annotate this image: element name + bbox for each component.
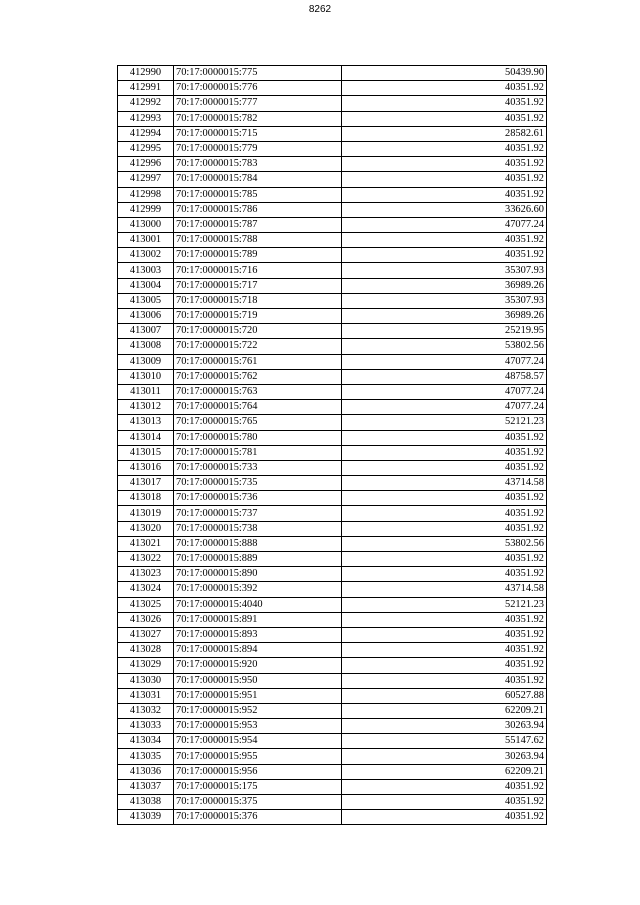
cadastral-value-table (117, 65, 547, 825)
table-row (118, 643, 547, 658)
row-id-cell: 413001 (118, 233, 174, 248)
page-number: 8262 (308, 4, 332, 15)
cadastral-number-cell: 70:17:0000015:781 (174, 445, 342, 460)
row-id-cell: 413012 (118, 400, 174, 415)
value-cell: 40351.92 (342, 612, 547, 627)
value-cell: 36989.26 (342, 309, 547, 324)
row-id-cell: 413011 (118, 384, 174, 399)
table-row (118, 597, 547, 612)
row-id-cell: 412991 (118, 81, 174, 96)
value-cell: 40351.92 (342, 779, 547, 794)
value-cell: 55147.62 (342, 734, 547, 749)
row-id-cell: 413031 (118, 688, 174, 703)
row-id-cell: 413015 (118, 445, 174, 460)
cadastral-number-cell: 70:17:0000015:951 (174, 688, 342, 703)
row-id-cell: 413008 (118, 339, 174, 354)
value-cell: 40351.92 (342, 795, 547, 810)
value-cell: 40351.92 (342, 627, 547, 642)
value-cell: 40351.92 (342, 460, 547, 475)
cadastral-number-cell: 70:17:0000015:783 (174, 157, 342, 172)
row-id-cell: 413024 (118, 582, 174, 597)
value-cell: 47077.24 (342, 384, 547, 399)
cadastral-number-cell: 70:17:0000015:737 (174, 506, 342, 521)
row-id-cell: 413028 (118, 643, 174, 658)
value-cell: 36989.26 (342, 278, 547, 293)
row-id-cell: 412993 (118, 111, 174, 126)
cadastral-number-cell: 70:17:0000015:785 (174, 187, 342, 202)
row-id-cell: 413000 (118, 217, 174, 232)
cadastral-number-cell: 70:17:0000015:716 (174, 263, 342, 278)
table-row (118, 810, 547, 825)
value-cell: 53802.56 (342, 536, 547, 551)
row-id-cell: 412996 (118, 157, 174, 172)
value-cell: 60527.88 (342, 688, 547, 703)
table-row (118, 339, 547, 354)
cadastral-number-cell: 70:17:0000015:720 (174, 324, 342, 339)
cadastral-number-cell: 70:17:0000015:950 (174, 673, 342, 688)
cadastral-number-cell: 70:17:0000015:953 (174, 719, 342, 734)
table-row (118, 81, 547, 96)
row-id-cell: 412990 (118, 66, 174, 81)
table-row (118, 612, 547, 627)
table-row (118, 309, 547, 324)
row-id-cell: 413002 (118, 248, 174, 263)
table-row (118, 430, 547, 445)
row-id-cell: 413025 (118, 597, 174, 612)
cadastral-number-cell: 70:17:0000015:375 (174, 795, 342, 810)
table-row (118, 491, 547, 506)
value-cell: 62209.21 (342, 764, 547, 779)
cadastral-number-cell: 70:17:0000015:894 (174, 643, 342, 658)
row-id-cell: 413016 (118, 460, 174, 475)
table-row (118, 445, 547, 460)
table-row (118, 369, 547, 384)
value-cell: 40351.92 (342, 552, 547, 567)
table-row (118, 734, 547, 749)
cadastral-number-cell: 70:17:0000015:779 (174, 141, 342, 156)
row-id-cell: 413019 (118, 506, 174, 521)
cadastral-number-cell: 70:17:0000015:733 (174, 460, 342, 475)
table-row (118, 460, 547, 475)
table-body (118, 66, 547, 825)
cadastral-number-cell: 70:17:0000015:762 (174, 369, 342, 384)
row-id-cell: 412997 (118, 172, 174, 187)
table-row (118, 688, 547, 703)
table-row (118, 400, 547, 415)
cadastral-number-cell: 70:17:0000015:786 (174, 202, 342, 217)
value-cell: 35307.93 (342, 293, 547, 308)
cadastral-number-cell: 70:17:0000015:888 (174, 536, 342, 551)
cadastral-number-cell: 70:17:0000015:893 (174, 627, 342, 642)
value-cell: 33626.60 (342, 202, 547, 217)
cadastral-number-cell: 70:17:0000015:775 (174, 66, 342, 81)
table-row (118, 111, 547, 126)
cadastral-number-cell: 70:17:0000015:392 (174, 582, 342, 597)
value-cell: 28582.61 (342, 126, 547, 141)
value-cell: 40351.92 (342, 491, 547, 506)
row-id-cell: 413034 (118, 734, 174, 749)
cadastral-number-cell: 70:17:0000015:955 (174, 749, 342, 764)
cadastral-number-cell: 70:17:0000015:780 (174, 430, 342, 445)
table-row (118, 278, 547, 293)
row-id-cell: 412999 (118, 202, 174, 217)
row-id-cell: 412992 (118, 96, 174, 111)
table-row (118, 66, 547, 81)
value-cell: 30263.94 (342, 719, 547, 734)
row-id-cell: 413030 (118, 673, 174, 688)
value-cell: 40351.92 (342, 521, 547, 536)
cadastral-number-cell: 70:17:0000015:777 (174, 96, 342, 111)
row-id-cell: 413004 (118, 278, 174, 293)
table-row (118, 141, 547, 156)
cadastral-number-cell: 70:17:0000015:722 (174, 339, 342, 354)
row-id-cell: 413039 (118, 810, 174, 825)
value-cell: 25219.95 (342, 324, 547, 339)
row-id-cell: 412995 (118, 141, 174, 156)
cadastral-number-cell: 70:17:0000015:952 (174, 703, 342, 718)
value-cell: 47077.24 (342, 217, 547, 232)
value-cell: 52121.23 (342, 415, 547, 430)
value-cell: 40351.92 (342, 673, 547, 688)
cadastral-number-cell: 70:17:0000015:890 (174, 567, 342, 582)
value-cell: 48758.57 (342, 369, 547, 384)
cadastral-number-cell: 70:17:0000015:956 (174, 764, 342, 779)
value-cell: 40351.92 (342, 141, 547, 156)
table-row (118, 263, 547, 278)
table-row (118, 324, 547, 339)
row-id-cell: 413029 (118, 658, 174, 673)
value-cell: 40351.92 (342, 567, 547, 582)
table-row (118, 779, 547, 794)
cadastral-number-cell: 70:17:0000015:736 (174, 491, 342, 506)
table-row (118, 703, 547, 718)
cadastral-number-cell: 70:17:0000015:738 (174, 521, 342, 536)
row-id-cell: 413013 (118, 415, 174, 430)
row-id-cell: 413021 (118, 536, 174, 551)
table-row (118, 476, 547, 491)
cadastral-number-cell: 70:17:0000015:4040 (174, 597, 342, 612)
table-row (118, 536, 547, 551)
value-cell: 40351.92 (342, 157, 547, 172)
cadastral-number-cell: 70:17:0000015:920 (174, 658, 342, 673)
value-cell: 40351.92 (342, 111, 547, 126)
row-id-cell: 413014 (118, 430, 174, 445)
row-id-cell: 413037 (118, 779, 174, 794)
cadastral-number-cell: 70:17:0000015:789 (174, 248, 342, 263)
value-cell: 35307.93 (342, 263, 547, 278)
cadastral-number-cell: 70:17:0000015:376 (174, 810, 342, 825)
cadastral-number-cell: 70:17:0000015:891 (174, 612, 342, 627)
value-cell: 47077.24 (342, 354, 547, 369)
value-cell: 40351.92 (342, 445, 547, 460)
table-row (118, 582, 547, 597)
table-row (118, 217, 547, 232)
table-row (118, 627, 547, 642)
cadastral-number-cell: 70:17:0000015:764 (174, 400, 342, 415)
table-row (118, 764, 547, 779)
table-row (118, 233, 547, 248)
value-cell: 50439.90 (342, 66, 547, 81)
value-cell: 43714.58 (342, 582, 547, 597)
value-cell: 43714.58 (342, 476, 547, 491)
value-cell: 40351.92 (342, 643, 547, 658)
row-id-cell: 413026 (118, 612, 174, 627)
cadastral-number-cell: 70:17:0000015:735 (174, 476, 342, 491)
value-cell: 40351.92 (342, 810, 547, 825)
table-row (118, 719, 547, 734)
value-cell: 40351.92 (342, 172, 547, 187)
row-id-cell: 413038 (118, 795, 174, 810)
row-id-cell: 413017 (118, 476, 174, 491)
table-row (118, 157, 547, 172)
cadastral-number-cell: 70:17:0000015:763 (174, 384, 342, 399)
row-id-cell: 413036 (118, 764, 174, 779)
value-cell: 40351.92 (342, 96, 547, 111)
cadastral-number-cell: 70:17:0000015:788 (174, 233, 342, 248)
row-id-cell: 413003 (118, 263, 174, 278)
table-row (118, 552, 547, 567)
row-id-cell: 413006 (118, 309, 174, 324)
row-id-cell: 412998 (118, 187, 174, 202)
row-id-cell: 413005 (118, 293, 174, 308)
table-row (118, 795, 547, 810)
value-cell: 53802.56 (342, 339, 547, 354)
row-id-cell: 413009 (118, 354, 174, 369)
table-row (118, 293, 547, 308)
cadastral-number-cell: 70:17:0000015:761 (174, 354, 342, 369)
table-row (118, 567, 547, 582)
row-id-cell: 413033 (118, 719, 174, 734)
table-row (118, 126, 547, 141)
value-cell: 62209.21 (342, 703, 547, 718)
table-row (118, 521, 547, 536)
table-row (118, 187, 547, 202)
value-cell: 40351.92 (342, 187, 547, 202)
table-row (118, 172, 547, 187)
value-cell: 52121.23 (342, 597, 547, 612)
value-cell: 47077.24 (342, 400, 547, 415)
cadastral-number-cell: 70:17:0000015:787 (174, 217, 342, 232)
table-row (118, 354, 547, 369)
value-cell: 40351.92 (342, 233, 547, 248)
table-row (118, 248, 547, 263)
row-id-cell: 413018 (118, 491, 174, 506)
value-cell: 40351.92 (342, 430, 547, 445)
row-id-cell: 413022 (118, 552, 174, 567)
cadastral-number-cell: 70:17:0000015:784 (174, 172, 342, 187)
row-id-cell: 413010 (118, 369, 174, 384)
table-row (118, 749, 547, 764)
table-row (118, 96, 547, 111)
cadastral-number-cell: 70:17:0000015:776 (174, 81, 342, 96)
cadastral-number-cell: 70:17:0000015:782 (174, 111, 342, 126)
row-id-cell: 413023 (118, 567, 174, 582)
value-cell: 40351.92 (342, 248, 547, 263)
cadastral-number-cell: 70:17:0000015:765 (174, 415, 342, 430)
row-id-cell: 412994 (118, 126, 174, 141)
table-row (118, 673, 547, 688)
row-id-cell: 413032 (118, 703, 174, 718)
cadastral-number-cell: 70:17:0000015:175 (174, 779, 342, 794)
row-id-cell: 413027 (118, 627, 174, 642)
table-row (118, 384, 547, 399)
cadastral-number-cell: 70:17:0000015:889 (174, 552, 342, 567)
table-row (118, 658, 547, 673)
cadastral-number-cell: 70:17:0000015:719 (174, 309, 342, 324)
row-id-cell: 413035 (118, 749, 174, 764)
value-cell: 30263.94 (342, 749, 547, 764)
table-row (118, 202, 547, 217)
table-row (118, 415, 547, 430)
value-cell: 40351.92 (342, 506, 547, 521)
table-row (118, 506, 547, 521)
row-id-cell: 413007 (118, 324, 174, 339)
cadastral-number-cell: 70:17:0000015:954 (174, 734, 342, 749)
cadastral-number-cell: 70:17:0000015:715 (174, 126, 342, 141)
value-cell: 40351.92 (342, 81, 547, 96)
cadastral-number-cell: 70:17:0000015:717 (174, 278, 342, 293)
cadastral-number-cell: 70:17:0000015:718 (174, 293, 342, 308)
value-cell: 40351.92 (342, 658, 547, 673)
row-id-cell: 413020 (118, 521, 174, 536)
